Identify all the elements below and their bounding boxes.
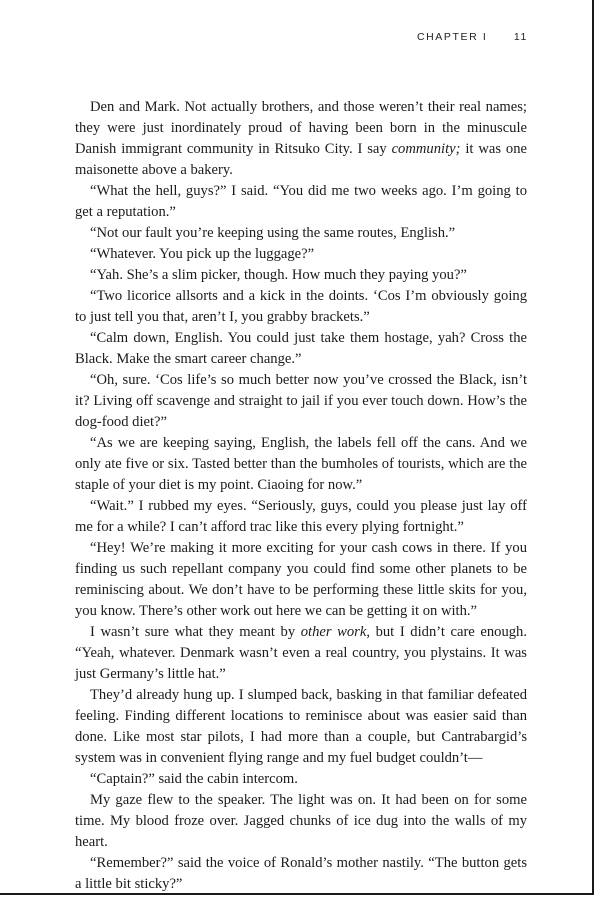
paragraph (75, 244, 527, 265)
paragraph-text: “Oh, sure. ‘Cos life’s so much better now you’ve crossed the Black, isn’t it? Living off scavenge and straight to jail if you ever touch down. How’s the dog-food diet?” (75, 372, 527, 430)
paragraph-text: “Hey! We’re making it more exciting for your cash cows in there. If you finding us such repellant company you could find some other planets to be reminiscing about. We don’t have to be performing these little skits for you, you know. There’s other work out here we can be getting it on with.” (75, 540, 527, 619)
paragraph (75, 685, 527, 769)
paragraph (75, 622, 527, 685)
paragraph-text: They’d already hung up. I slumped back, basking in that familiar defeated feeling. Finding different locations to reminisce about was easier said than done. Like most star pilots, I had more than a couple, but Cantrabargid’s system was in convenient flying range and my fuel budget couldn’t— (75, 687, 527, 766)
running-head (417, 31, 528, 43)
paragraph (75, 328, 527, 370)
chapter-title: CHAPTER I (416, 31, 488, 43)
paragraph-text: “Whatever. You pick up the luggage?” (90, 246, 315, 262)
paragraph-text: I wasn’t sure what they meant by (90, 624, 301, 640)
paragraph-text: “What the hell, guys?” I said. “You did me two weeks ago. I’m going to get a reputation.” (75, 183, 527, 220)
paragraph (75, 769, 527, 790)
paragraph (75, 538, 527, 622)
paragraph-text: “Calm down, English. You could just take them hostage, yah? Cross the Black. Make the smart career change.” (75, 330, 527, 367)
paragraph (75, 286, 527, 328)
paragraph (75, 223, 527, 244)
emphasized-text: other work (300, 624, 367, 640)
paragraph (75, 790, 527, 853)
paragraph (75, 496, 527, 538)
paragraph-text: it was one maisonette above a bakery. (75, 141, 527, 178)
page-number: 11 (513, 31, 528, 43)
body-text (75, 97, 527, 895)
paragraph (75, 265, 527, 286)
paragraph-text: “Wait.” I rubbed my eyes. “Seriously, guys, could you please just lay off me for a while? I can’t afford trac like this every plying fortnight.” (75, 498, 527, 535)
paragraph-text: , but I didn’t care enough. “Yeah, whatever. Denmark wasn’t even a real country, you plystains. It was just Germany’s little hat.” (75, 624, 527, 682)
paragraph (75, 853, 527, 895)
paragraph (75, 370, 527, 433)
paragraph-text: “Remember?” said the voice of Ronald’s mother nastily. “The button gets a little bit sticky?” (75, 855, 527, 892)
paragraph (75, 181, 527, 223)
paragraph-text: “Not our fault you’re keeping using the same routes, English.” (90, 225, 456, 241)
paragraph-text: Den and Mark. Not actually brothers, and those weren’t their real names; they were just inordinately proud of having been born in the minuscule Danish immigrant community in Ritsuko City. I say (75, 99, 527, 157)
paragraph (75, 433, 527, 496)
paragraph-text: My gaze flew to the speaker. The light was on. It had been on for some time. My blood froze over. Jagged chunks of ice dug into the walls of my heart. (75, 792, 527, 850)
paragraph (75, 97, 527, 181)
paragraph-text: “As we are keeping saying, English, the labels fell off the cans. And we only ate five or six. Tasted better than the bumholes of tourists, which are the staple of your diet is my point. Ciaoing for now.” (75, 435, 527, 493)
paragraph-text: “Yah. She’s a slim picker, though. How much they paying you?” (90, 267, 467, 283)
emphasized-text: community; (391, 141, 461, 157)
paragraph-text: “Two licorice allsorts and a kick in the doints. ‘Cos I’m obviously going to just tell you that, aren’t I, you grabby brackets.” (75, 288, 527, 325)
paragraph-text: “Captain?” said the cabin intercom. (90, 771, 298, 787)
